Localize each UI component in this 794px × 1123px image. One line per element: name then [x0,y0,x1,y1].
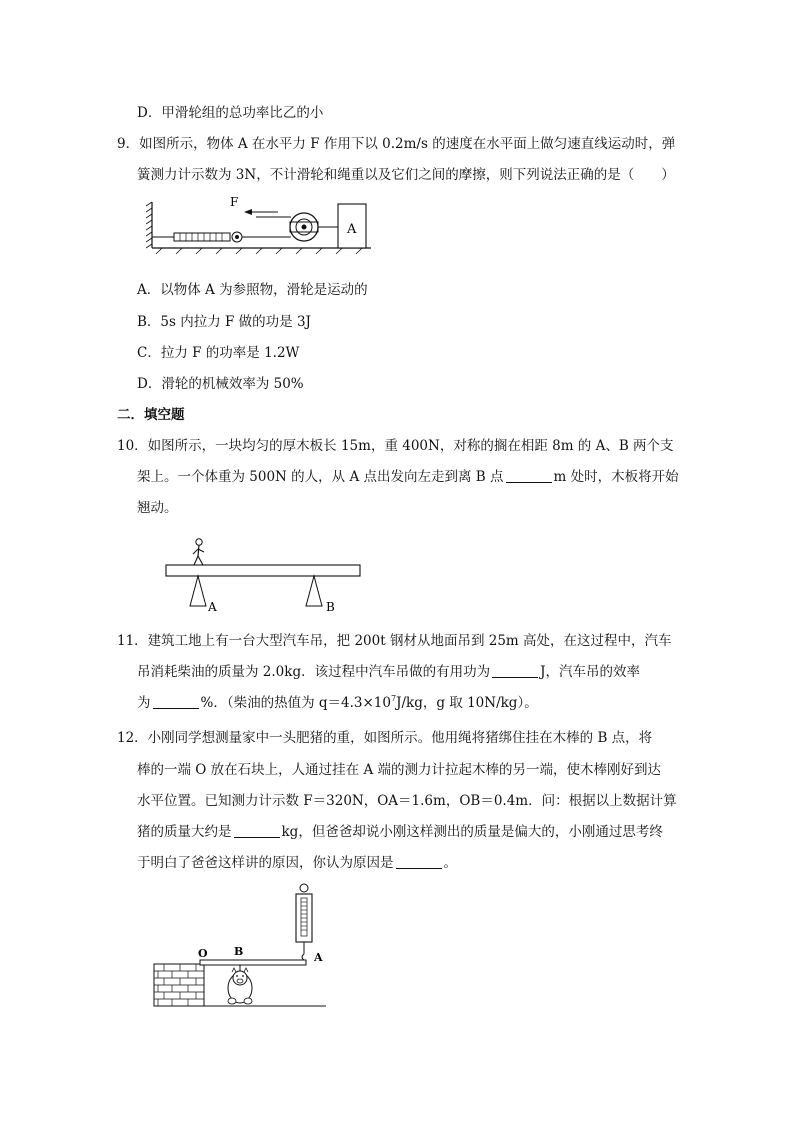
q10-answer-blank[interactable] [506,469,552,483]
q9-stem-line1: 9．如图所示，物体 A 在水平力 F 作用下以 0.2m/s 的速度在水平面上做匀速直线运动时，弹 [117,136,676,152]
q12-stem-line2: 棒的一端 O 放在石块上，人通过挂在 A 端的测力计拉起木棒的另一端，使木棒刚好到达 [137,762,661,778]
q11-stem-line1: 11．建筑工地上有一台大型汽车吊，把 200t 钢材从地面吊到 25m 高处，在这过程中，汽车 [117,633,672,649]
q9-option-c: C．拉力 F 的功率是 1.2W [137,345,300,361]
q12-lever-figure [150,882,330,1010]
q8-option-d: D．甲滑轮组的总功率比乙的小 [137,105,324,121]
q12-stem-line5: 于明白了爸爸这样讲的原因，你认为原因是 。 [137,855,457,871]
q9-option-b: B．5s 内拉力 F 做的功是 3J [137,314,311,330]
q9-block-label: A [347,222,357,237]
q12-stem-line4: 猪的质量大约是 kg，但爸爸却说小刚这样测出的质量是偏大的，小刚通过思考终 [137,824,663,840]
q12-stem-line1: 12．小刚同学想测量家中一头肥猪的重，如图所示。他用绳将猪绑住挂在木棒的 B 点，将 [117,730,653,746]
q12-point-b-label: B [234,945,244,958]
q11-stem-line3: 为 %．（柴油的热值为 $q=4.3\times 10^7J/kg$，g 取 10N/kg）。 [137,694,538,711]
q10-stem-line3: 翘动。 [137,500,178,516]
q12-stem-line3: 水平位置。已知测力计示数 F＝320N，OA＝1.6m，OB＝0.4m．问：根据以上数据计算 [137,793,677,809]
q11-stem-line2: 吊消耗柴油的质量为 2.0kg．该过程中汽车吊做的有用功为 J，汽车吊的效率 [137,664,641,680]
q12-point-a-label: A [314,951,323,964]
q9-force-label: F [230,195,239,209]
q9-option-a: A．以物体 A 为参照物，滑轮是运动的 [137,282,368,298]
q12-reason-blank[interactable] [396,855,442,869]
q11-work-blank[interactable] [492,664,538,678]
q10-support-a-label: A [208,600,217,614]
q9-option-d: D．滑轮的机械效率为 50% [137,376,304,392]
q10-stem-line1: 10．如图所示，一块均匀的厚木板长 15m，重 400N，对称的搁在相距 8m 的 A、B 两个支 [117,438,674,454]
section-title: 二．填空题 [117,407,185,423]
q10-support-b-label: B [326,600,335,614]
q10-stem-line2: 架上。一个体重为 500N 的人，从 A 点出发向左走到离 B 点 m 处时，木板将开始 [137,469,679,485]
q12-point-o-label: O [198,947,208,960]
q11-efficiency-blank[interactable] [153,695,199,709]
q9-pulley-figure [146,192,376,254]
q10-plank-figure [160,536,370,616]
q12-mass-blank[interactable] [234,824,280,838]
q9-stem-line2: 簧测力计示数为 3N，不计滑轮和绳重以及它们之间的摩擦，则下列说法正确的是（ ） [137,167,675,183]
